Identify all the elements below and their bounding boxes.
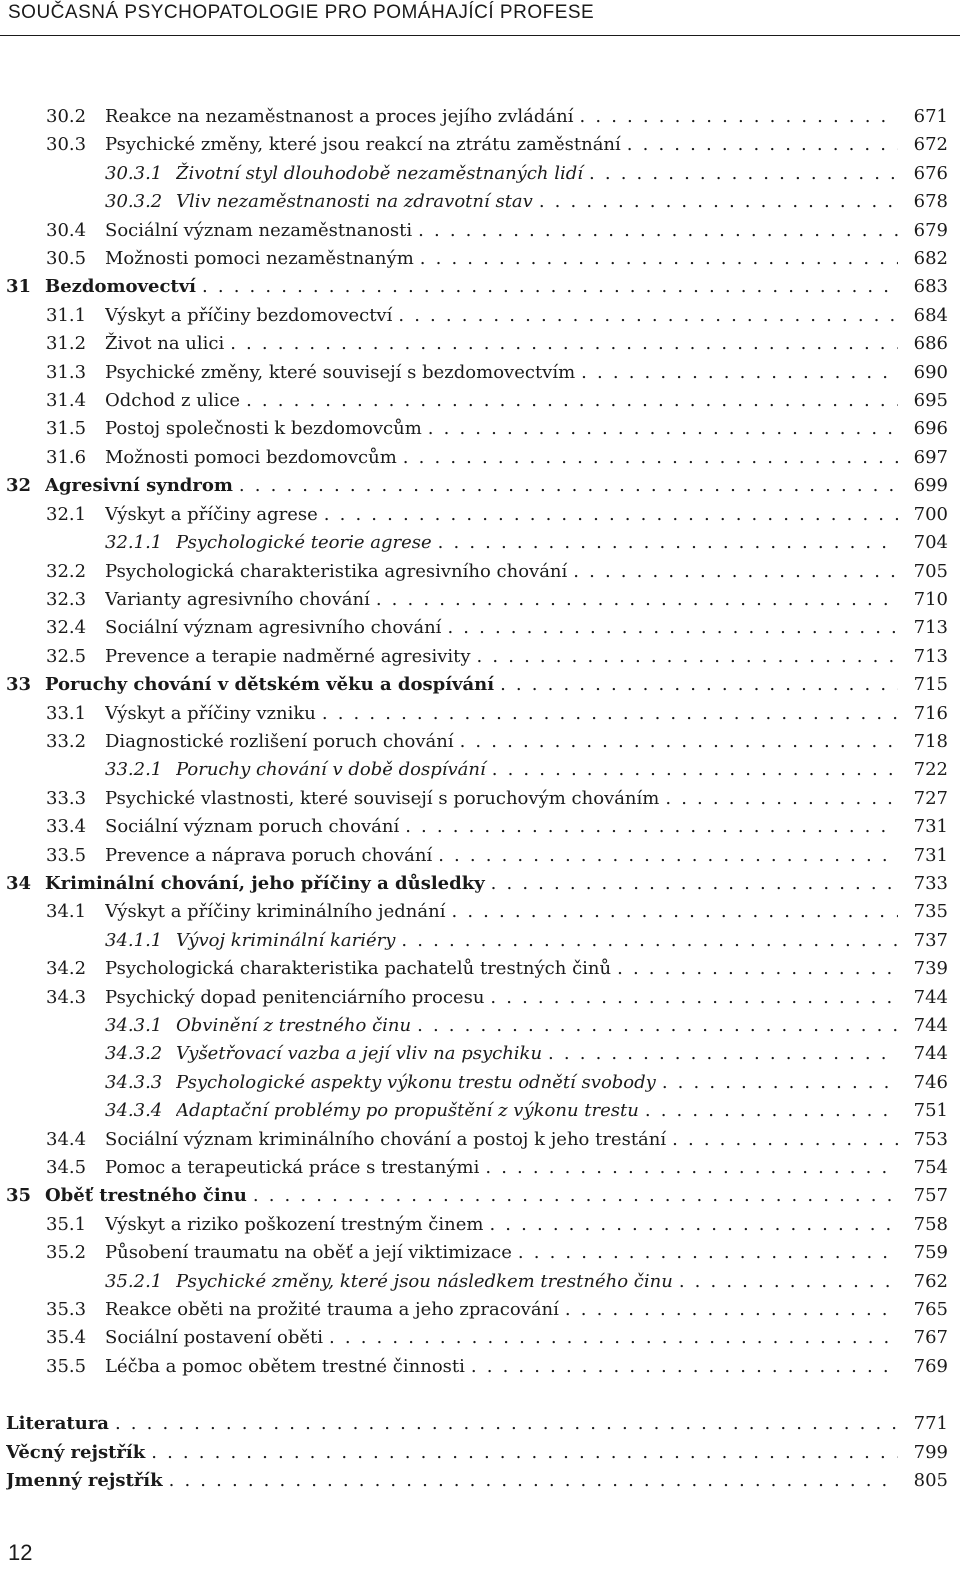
toc-entry-title	[176, 188, 898, 216]
toc-entry-title	[6, 1467, 898, 1495]
toc-entry-number: 33.1	[46, 702, 87, 724]
toc-entry-title	[105, 643, 898, 671]
toc-entry-page: 672	[913, 134, 948, 156]
toc-entry-title	[105, 614, 898, 642]
toc-entry-page: 684	[913, 304, 948, 326]
toc-entry-title-text: Sociální význam agresivního chování	[105, 617, 447, 638]
toc-entry-page: 679	[913, 219, 948, 241]
toc-entry[interactable]	[0, 1211, 960, 1239]
toc-entry-title-text: Oběť trestného činu	[45, 1185, 253, 1206]
toc-entry-page: 805	[913, 1470, 948, 1492]
toc-entry-title-text: Psychické vlastnosti, které souvisejí s poruchovým chováním	[105, 788, 665, 809]
toc-entry-number: 35.4	[46, 1327, 87, 1349]
toc-entry[interactable]	[0, 586, 960, 614]
toc-entry-page: 751	[913, 1100, 948, 1122]
toc-entry-title	[45, 1182, 898, 1210]
toc-entry-title	[105, 984, 898, 1012]
toc-entry-title-text: Bezdomovectví	[45, 276, 202, 297]
toc-entry-title	[105, 586, 898, 614]
toc-entry-number: 31.4	[46, 390, 87, 412]
toc-entry-title-text: Poruchy chování v době dospívání	[176, 759, 492, 780]
toc-entry-title	[105, 842, 898, 870]
toc-entry-number: 32.1.1	[105, 532, 163, 554]
toc-entry[interactable]	[0, 1410, 960, 1438]
toc-entry-page: 731	[913, 844, 948, 866]
toc-entry-page: 700	[913, 503, 948, 525]
toc-entry-number: 34.4	[46, 1128, 87, 1150]
toc-entry-page: 690	[913, 361, 948, 383]
toc-entry-title	[105, 330, 898, 358]
toc-entry-title	[105, 1324, 898, 1352]
toc-entry-title-text: Výskyt a příčiny vzniku	[105, 703, 322, 724]
toc-entry[interactable]	[0, 1268, 960, 1296]
toc-entry-page: 757	[913, 1185, 948, 1207]
toc-entry[interactable]	[0, 1239, 960, 1267]
toc-entry-title-text: Odchod z ulice	[105, 390, 246, 411]
toc-entry[interactable]	[0, 756, 960, 784]
toc-entry-number: 30.4	[46, 219, 87, 241]
toc-entry-number: 33.2	[46, 730, 87, 752]
toc-entry[interactable]	[0, 1097, 960, 1125]
toc-entry-title	[176, 529, 898, 557]
toc-entry-title	[105, 700, 898, 728]
toc-entry[interactable]	[0, 813, 960, 841]
toc-entry-number: 30.3.2	[105, 191, 163, 213]
toc-entry-title-text: Psychologická charakteristika agresivního chování	[105, 561, 573, 582]
toc-entry[interactable]	[0, 955, 960, 983]
running-head: SOUČASNÁ PSYCHOPATOLOGIE PRO POMÁHAJÍCÍ PROFESE	[8, 2, 595, 23]
toc-entry-number: 31.5	[46, 418, 87, 440]
toc-entry-title	[105, 415, 898, 443]
toc-entry-number: 32.2	[46, 560, 87, 582]
toc-entry-page: 769	[913, 1355, 948, 1377]
toc-entry-title-text: Výskyt a riziko poškození trestným činem	[105, 1214, 489, 1235]
toc-entry-title-text: Vývoj kriminální kariéry	[176, 930, 401, 951]
toc-entry-title-text: Prevence a náprava poruch chování	[105, 845, 438, 866]
toc-entry-number: 32.5	[46, 645, 87, 667]
toc-entry-title-text: Věcný rejstřík	[6, 1442, 151, 1463]
toc-entry[interactable]	[0, 643, 960, 671]
toc-entry-number: 32.3	[46, 588, 87, 610]
toc-entry[interactable]	[0, 558, 960, 586]
toc-entry-title-text: Působení traumatu na oběť a její viktimizace	[105, 1242, 518, 1263]
toc-entry-page: 737	[913, 929, 948, 951]
toc-entry-page: 722	[913, 759, 948, 781]
toc-entry-number: 33.4	[46, 816, 87, 838]
toc-entry[interactable]	[0, 273, 960, 301]
toc-entry-title	[105, 898, 898, 926]
toc-entry-title-text: Sociální význam poruch chování	[105, 816, 405, 837]
toc-entry-title-text: Výskyt a příčiny kriminálního jednání	[105, 901, 451, 922]
toc-entry[interactable]	[0, 387, 960, 415]
toc-entry-title-text: Životní styl dlouhodobě nezaměstnaných lidí	[176, 163, 589, 184]
toc-entry[interactable]	[0, 671, 960, 699]
toc-entry-page: 746	[913, 1071, 948, 1093]
toc-entry-number: 34.2	[46, 958, 87, 980]
toc-entry-page: 758	[913, 1213, 948, 1235]
toc-entry-title-text: Agresivní syndrom	[45, 475, 239, 496]
toc-entry-page: 744	[913, 1043, 948, 1065]
toc-entry-title-text: Výskyt a příčiny bezdomovectví	[105, 305, 398, 326]
toc-entry-title	[105, 813, 898, 841]
toc-entry-title-text: Vliv nezaměstnanosti na zdravotní stav	[176, 191, 539, 212]
toc-entry-title	[105, 1353, 898, 1381]
toc-entry[interactable]	[0, 1012, 960, 1040]
toc-entry[interactable]	[0, 984, 960, 1012]
toc-entry[interactable]	[0, 1126, 960, 1154]
toc-entry[interactable]	[0, 614, 960, 642]
toc-entry-title-text: Psychické změny, které jsou následkem trestného činu	[176, 1271, 679, 1292]
toc-entry-title-text: Psychologické teorie agrese	[176, 532, 438, 553]
toc-entry-number: 30.3.1	[105, 162, 163, 184]
toc-entry-title	[105, 444, 898, 472]
toc-entry-number: 33	[6, 674, 32, 696]
toc-entry-page: 671	[913, 106, 948, 127]
toc-entry-title	[176, 756, 898, 784]
toc-entry-title-text: Reakce na nezaměstnanost a proces jejího zvládání	[105, 106, 580, 127]
toc-entry-page: 713	[913, 645, 948, 667]
toc-entry-title	[105, 558, 898, 586]
toc-entry-page: 753	[913, 1128, 948, 1150]
toc-entry-title-text: Literatura	[6, 1413, 115, 1434]
toc-entry-title-text: Sociální postavení oběti	[105, 1327, 329, 1348]
toc-entry-title-text: Možnosti pomoci nezaměstnaným	[105, 248, 420, 269]
toc-entry[interactable]	[0, 1296, 960, 1324]
toc-entry-page: 704	[913, 532, 948, 554]
toc-entry-title	[6, 1410, 898, 1438]
toc-entry[interactable]	[0, 1040, 960, 1068]
toc-entry-number: 35.1	[46, 1213, 87, 1235]
toc-entry[interactable]	[0, 160, 960, 188]
toc-entry-number: 30.5	[46, 248, 87, 270]
toc-entry-title-text: Život na ulici	[105, 333, 230, 354]
toc-entry-number: 35.5	[46, 1355, 87, 1377]
toc-entry-page: 762	[913, 1270, 948, 1292]
toc-entry-page: 678	[913, 191, 948, 213]
toc-entry-title	[105, 387, 898, 415]
toc-entry[interactable]	[0, 245, 960, 273]
toc-entry-page: 765	[913, 1299, 948, 1321]
toc-entry[interactable]	[0, 785, 960, 813]
toc-entry-page: 767	[913, 1327, 948, 1349]
toc-entry-number: 34.3.3	[105, 1071, 163, 1093]
toc-entry-number: 34.3.1	[105, 1015, 163, 1036]
toc-entry-title	[105, 1239, 898, 1267]
toc-entry-title	[105, 501, 898, 529]
toc-entry-number: 33.3	[46, 787, 87, 809]
toc-entry-number: 32.4	[46, 617, 87, 639]
toc-entry-title	[45, 472, 898, 500]
toc-entry[interactable]	[0, 302, 960, 330]
toc-entry-title-text: Reakce oběti na prožité trauma a jeho zpracování	[105, 1299, 565, 1320]
toc-entry[interactable]	[0, 472, 960, 500]
toc-entry-page: 697	[913, 446, 948, 468]
toc-entry-page: 713	[913, 617, 948, 639]
toc-entry-title-text: Psychické změny, které souvisejí s bezdomovectvím	[105, 362, 581, 383]
toc-entry-title	[105, 245, 898, 273]
toc-entry[interactable]	[0, 415, 960, 443]
toc-entry-page: 799	[913, 1441, 948, 1463]
toc-entry-title-text: Sociální význam kriminálního chování a postoj k jeho trestání	[105, 1129, 672, 1150]
toc-entry-page: 686	[913, 333, 948, 355]
toc-entry-page: 696	[913, 418, 948, 440]
toc-entry-title	[105, 955, 898, 983]
toc-entry-title	[105, 302, 898, 330]
toc-entry[interactable]	[0, 898, 960, 926]
toc-entry[interactable]	[0, 842, 960, 870]
toc-entry-title	[105, 785, 898, 813]
toc-entry-number: 31.2	[46, 333, 87, 355]
toc-entry[interactable]	[0, 131, 960, 159]
toc-entry[interactable]	[0, 700, 960, 728]
toc-entry-page: 695	[913, 390, 948, 412]
toc-entry-number: 31.6	[46, 446, 87, 468]
toc-entry-page: 744	[913, 986, 948, 1008]
toc-entry[interactable]	[0, 330, 960, 358]
toc-entry-title	[176, 927, 898, 955]
header-rule	[0, 35, 960, 36]
toc-entry[interactable]	[0, 1439, 960, 1467]
toc-entry-title-text: Poruchy chování v dětském věku a dospívání	[45, 674, 500, 695]
toc-entry-title-text: Varianty agresivního chování	[105, 589, 376, 610]
toc-entry[interactable]	[0, 1154, 960, 1182]
toc-entry-title-text: Jmenný rejstřík	[6, 1470, 169, 1491]
toc-entry[interactable]	[0, 1182, 960, 1210]
toc-entry-title-text: Diagnostické rozlišení poruch chování	[105, 731, 460, 752]
toc-entry-title-text: Sociální význam nezaměstnanosti	[105, 220, 418, 241]
toc-entry-page: 716	[913, 702, 948, 724]
toc-entry-page: 731	[913, 816, 948, 838]
toc-entry[interactable]	[0, 103, 960, 131]
toc-entry-title	[105, 1296, 898, 1324]
toc-entry-title-text: Obvinění z trestného činu	[176, 1015, 417, 1036]
toc-entry[interactable]	[0, 1353, 960, 1381]
toc-entry-page: 771	[913, 1413, 948, 1435]
toc-entry-number: 34.1.1	[105, 929, 163, 951]
page-number: 12	[8, 1540, 33, 1565]
toc-entry-title	[45, 671, 898, 699]
toc-entry-title	[105, 359, 898, 387]
toc-entry-number: 31.3	[46, 361, 87, 383]
toc-entry-page: 699	[913, 475, 948, 497]
toc-entry-title	[176, 160, 898, 188]
toc-entry-title-text: Pomoc a terapeutická práce s trestanými	[105, 1157, 485, 1178]
toc-entry-title-text: Vyšetřovací vazba a její vliv na psychiku	[176, 1043, 548, 1064]
toc-entry-title-text: Možnosti pomoci bezdomovcům	[105, 447, 403, 468]
toc-entry-number: 33.5	[46, 844, 87, 866]
toc-entry-title-text: Postoj společnosti k bezdomovcům	[105, 418, 428, 439]
toc-entry-title	[176, 1268, 898, 1296]
toc-entry-number: 34	[6, 872, 32, 894]
toc-entry-title	[176, 1069, 898, 1097]
toc-entry-title-text: Psychologická charakteristika pachatelů trestných činů	[105, 958, 617, 979]
toc-entry-title-text: Výskyt a příčiny agrese	[105, 504, 324, 525]
toc-entry-number: 31	[6, 276, 32, 298]
toc-entry-title	[105, 1126, 898, 1154]
toc-entry[interactable]	[0, 728, 960, 756]
toc-entry[interactable]	[0, 1324, 960, 1352]
toc-entry-number: 34.3	[46, 986, 87, 1008]
toc-entry-title	[45, 870, 898, 898]
toc-entry-number: 33.2.1	[105, 759, 163, 781]
toc-entry-title	[45, 273, 898, 301]
toc-entry-page: 727	[913, 787, 948, 809]
toc-entry-number: 35.3	[46, 1299, 87, 1321]
toc-entry[interactable]	[0, 1467, 960, 1495]
toc-entry-page: 744	[913, 1015, 948, 1036]
toc-entry-number: 34.5	[46, 1157, 87, 1179]
toc-entry-title	[176, 1097, 898, 1125]
toc-entry[interactable]	[0, 870, 960, 898]
toc-entry-title	[176, 1012, 898, 1040]
toc-entry-title	[176, 1040, 898, 1068]
toc-entry-page: 735	[913, 901, 948, 923]
toc-entry-title	[105, 1211, 898, 1239]
toc-entry-number: 35.2	[46, 1242, 87, 1264]
toc-entry-number: 31.1	[46, 304, 87, 326]
toc-entry-title	[6, 1439, 898, 1467]
toc-entry-title-text: Kriminální chování, jeho příčiny a důsledky	[45, 873, 491, 894]
toc-entry-number: 30.2	[46, 106, 87, 127]
toc-entry-title	[105, 131, 898, 159]
toc-entry[interactable]	[0, 444, 960, 472]
toc-entry-page: 754	[913, 1157, 948, 1179]
toc-entry-title	[105, 217, 898, 245]
toc-entry-title	[105, 1154, 898, 1182]
toc-entry-page: 676	[913, 162, 948, 184]
toc-entry-title-text: Léčba a pomoc obětem trestné činnosti	[105, 1356, 471, 1377]
toc-entry-title-text: Prevence a terapie nadměrné agresivity	[105, 646, 477, 667]
toc-entry-page: 759	[913, 1242, 948, 1264]
toc-entry-number: 35.2.1	[105, 1270, 163, 1292]
toc-entry-page: 682	[913, 248, 948, 270]
toc-entry-title-text: Psychické změny, které jsou reakcí na ztrátu zaměstnání	[105, 134, 627, 155]
toc-entry-number: 34.3.4	[105, 1100, 163, 1122]
toc-entry-page: 683	[913, 276, 948, 298]
toc-entry[interactable]	[0, 359, 960, 387]
toc-entry-page: 705	[913, 560, 948, 582]
toc-entry[interactable]	[0, 188, 960, 216]
toc-entry-page: 733	[913, 872, 948, 894]
toc-entry[interactable]	[0, 1069, 960, 1097]
toc-entry-number: 35	[6, 1185, 32, 1207]
toc-entry-title	[105, 103, 898, 131]
toc-entry-title-text: Adaptační problémy po propuštění z výkonu trestu	[176, 1100, 645, 1121]
toc-entry[interactable]	[0, 927, 960, 955]
toc-entry-page: 715	[913, 674, 948, 696]
table-of-contents	[0, 103, 960, 1496]
toc-entry-number: 32.1	[46, 503, 87, 525]
toc-entry-title-text: Psychický dopad penitenciárního procesu	[105, 987, 490, 1008]
toc-entry-title-text: Psychologické aspekty výkonu trestu odnětí svobody	[176, 1072, 662, 1093]
toc-entry-number: 32	[6, 475, 32, 497]
toc-spacer	[0, 1381, 960, 1410]
toc-entry-page: 710	[913, 588, 948, 610]
toc-entry[interactable]	[0, 529, 960, 557]
toc-entry[interactable]	[0, 501, 960, 529]
toc-entry[interactable]	[0, 217, 960, 245]
toc-entry-page: 739	[913, 958, 948, 980]
toc-entry-number: 34.1	[46, 901, 87, 923]
toc-entry-page: 718	[913, 730, 948, 752]
toc-entry-title	[105, 728, 898, 756]
toc-entry-number: 30.3	[46, 134, 87, 156]
toc-entry-number: 34.3.2	[105, 1043, 163, 1065]
